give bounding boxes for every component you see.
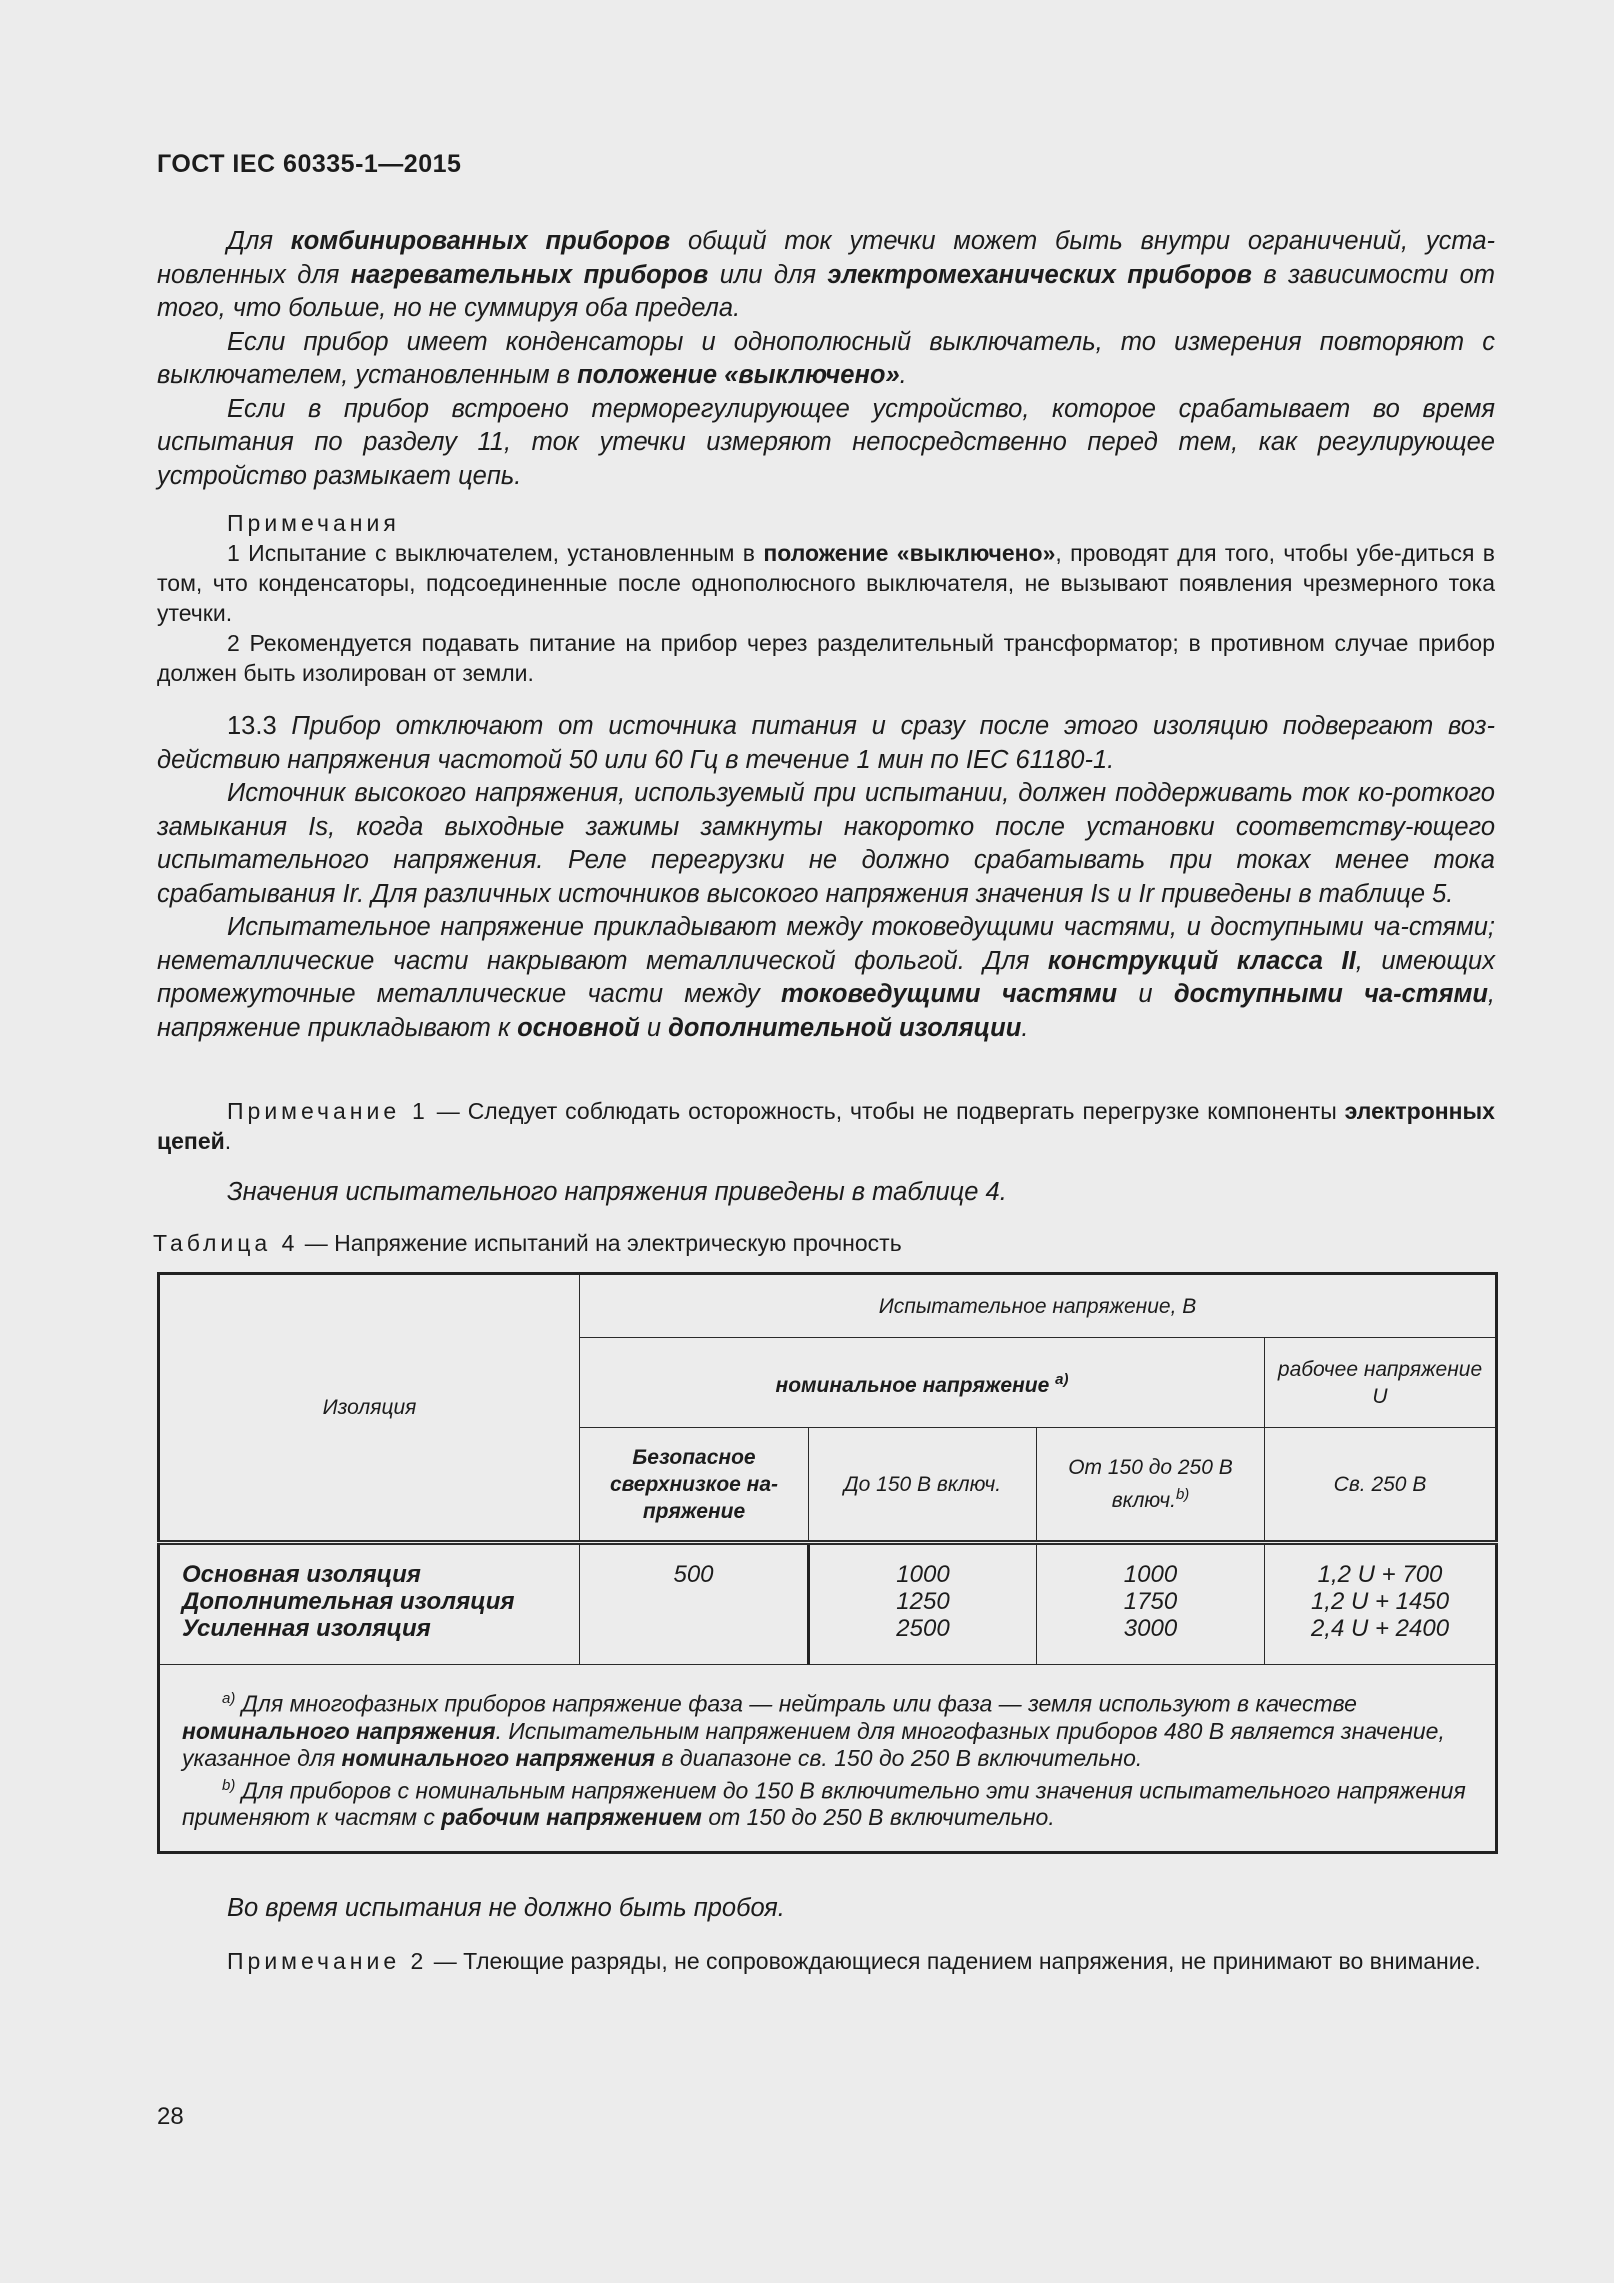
note-label: Примечание 1 bbox=[227, 1098, 429, 1124]
header-150-to-250: От 150 до 250 В включ.$^{b)}$ bbox=[1037, 1428, 1265, 1543]
paragraph-combined-appliances: Для комбинированных приборов общий ток утечки может быть внутри ограничений, уста-новленных для нагревательных приборов или для электромеханических приборов в зависимости от того, что больше, но не суммируя оба предела. bbox=[157, 227, 1496, 322]
table-row bbox=[159, 1543, 1497, 1665]
up-to-150-values: 1000 1250 2500 bbox=[809, 1543, 1037, 1665]
insulation-types: Основная изоляция Дополнительная изоляция Усиленная изоляция bbox=[159, 1543, 580, 1665]
selv-values: 500 bbox=[580, 1543, 809, 1665]
test-voltage-table bbox=[157, 1272, 1498, 1854]
paragraph-thermostat: Если в прибор встроено терморегулирующее устройство, которое срабатывает во время испытания по разделу 11, ток утечки измеряют непосредственно перед тем, как регулирующее устройство размыкает цепь. bbox=[157, 394, 1495, 490]
table-caption: Таблица 4 — Напряжение испытаний на электрическую прочность bbox=[153, 1230, 902, 1256]
note-label-2: Примечание 2 bbox=[227, 1948, 428, 1974]
intro-paragraphs bbox=[157, 225, 1495, 493]
table-footnotes-row bbox=[159, 1665, 1497, 1853]
note-2: 2 Рекомендуется подавать питание на прибор через разделительный трансформатор; в противном случае прибор должен быть изолирован от земли. bbox=[157, 630, 1495, 686]
paragraph-capacitors: Если прибор имеет конденсаторы и однополюсный выключатель, то измерения повторяют с выключателем, установленным в положение «выключено». bbox=[157, 327, 1495, 389]
note-1: 1 Испытание с выключателем, установленным в положение «выключено», проводят для того, чтобы убе-диться в том, что конденсаторы, подсоединенные после однополюсного выключателя, не вызывают появления чрезмерного тока утечки. bbox=[157, 540, 1495, 626]
notes-block bbox=[157, 508, 1495, 688]
no-breakdown-statement: Во время испытания не должно быть пробоя. bbox=[227, 1894, 785, 1922]
header-working-voltage: рабочее напряжение U bbox=[1265, 1338, 1497, 1428]
note-electronic-circuits: Примечание 1 — Следует соблюдать осторожность, чтобы не подвергать перегрузке компоненты электронных цепей. bbox=[157, 1098, 1495, 1154]
header-over-250: Св. 250 В bbox=[1265, 1428, 1497, 1543]
note-glow-discharges: Примечание 2 — Тлеющие разряды, не сопровождающиеся падением напряжения, не принимают во внимание. bbox=[227, 1948, 1481, 1974]
over-250-values: 1,2 U + 700 1,2 U + 1450 2,4 U + 2400 bbox=[1265, 1543, 1497, 1665]
clause-13-3 bbox=[157, 710, 1495, 1045]
clause-paragraph-1: 13.3 Прибор отключают от источника питания и сразу после этого изоляцию подвергают воз-действию напряжения частотой 50 или 60 Гц в течение 1 мин по IEC 61180-1. bbox=[157, 712, 1495, 774]
header-up-to-150: До 150 В включ. bbox=[809, 1428, 1037, 1543]
header-test-voltage: Испытательное напряжение, В bbox=[580, 1274, 1497, 1338]
page-number: 28 bbox=[157, 2103, 184, 2130]
values-reference: Значения испытательного напряжения приведены в таблице 4. bbox=[227, 1178, 1007, 1206]
document-header: ГОСТ IEC 60335-1—2015 bbox=[157, 150, 462, 178]
footnote-b: $^{b)}$ Для приборов с номинальным напряжением до 150 В включительно эти значения испытательного напряжения применяют к частям с рабочим напряжением от 150 до 250 В включительно. bbox=[182, 1776, 1466, 1831]
header-selv: Безопасное сверхнизкое на-пряжение bbox=[580, 1428, 809, 1543]
header-insulation: Изоляция bbox=[159, 1274, 580, 1543]
clause-paragraph-3: Испытательное напряжение прикладывают между токоведущими частями, и доступными ча-стями; неметаллические части накрывают металлической фольгой. Для конструкций класса II, имеющих промежуточные металлические части между токоведущими частями и доступными ча-стями, напряжение прикладывают к основной и дополнительной изоляции. bbox=[157, 913, 1495, 1042]
footnote-a: $^{a)}$ Для многофазных приборов напряжение фаза — нейтраль или фаза — земля используют в качестве номинального напряжения. Испытательным напряжением для многофазных приборов 480 В является значение, указанное для номинального напряжения в диапазоне св. 150 до 250 В включительно. bbox=[182, 1690, 1445, 1771]
header-nominal-voltage: номинальное напряжение $^{a)}$ bbox=[580, 1338, 1265, 1428]
notes-heading: Примечания bbox=[227, 510, 400, 536]
table-footnotes bbox=[159, 1665, 1497, 1853]
clause-paragraph-2: Источник высокого напряжения, используемый при испытании, должен поддерживать ток ко-роткого замыкания Is, когда выходные зажимы замкнуты накоротко после установки соответству-ющего испытательного напряжения. Реле перегрузки не должно срабатывать при токах менее тока срабатывания Ir. Для различных источников высокого напряжения значения Is и Ir приведены в таблице 5. bbox=[157, 779, 1495, 908]
150-to-250-values: 1000 1750 3000 bbox=[1037, 1543, 1265, 1665]
